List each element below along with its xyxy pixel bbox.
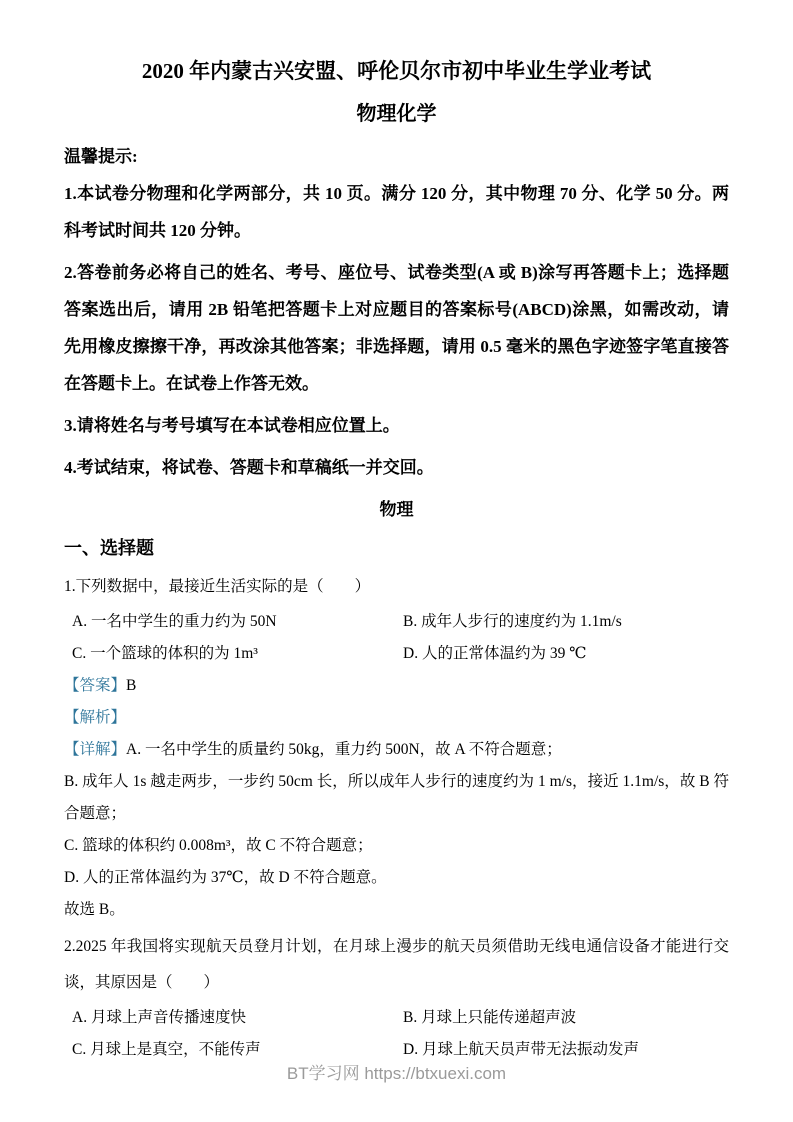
detail-text-a: A. 一名中学生的质量约 50kg，重力约 500N，故 A 不符合题意； [126,741,562,758]
analysis-line [64,702,729,734]
detail-label: 【详解】 [64,741,127,758]
notice-item-1: 1.本试卷分物理和化学两部分，共 10 页。满分 120 分，其中物理 70 分、化学 50 分。两科考试时间共 120 分钟。 [64,184,729,240]
question-2-option-a: A. 月球上声音传播速度快 [72,1009,246,1026]
detail-line-a [64,734,729,766]
page-subtitle: 物理化学 [356,103,437,125]
watermark-credit: BT学习网 https://btxuexi.com [286,1064,507,1083]
section-heading: 一、选择题 [64,538,154,558]
question-2-options [64,1002,729,1066]
analysis-label: 【解析】 [64,709,127,726]
question-1-option-c: C. 一个篮球的体积的为 1m³ [72,645,258,662]
notice-item-4: 4.考试结束，将试卷、答题卡和草稿纸一并交回。 [64,458,434,477]
detail-line-b: B. 成年人 1s 越走两步，一步约 50cm 长，所以成年人步行的速度约为 1 m/s，接近 1.1m/s，故 B 符合题意； [64,773,729,822]
question-1-stem: 1.下列数据中，最接近生活实际的是（ ） [64,578,371,595]
question-1-option-a: A. 一名中学生的重力约为 50N [72,613,277,630]
answer-label: 【答案】 [64,677,127,694]
answer-line [64,670,729,702]
subject-heading: 物理 [379,500,414,519]
notice-item-2: 2.答卷前务必将自己的姓名、考号、座位号、试卷类型(A 或 B)涂写再答题卡上；选择题答案选出后，请用 2B 铅笔把答题卡上对应题目的答案标号(ABCD)涂黑，如需改动，请先用橡皮擦擦干净，再改涂其他答案；非选择题，请用 0.5 毫米的黑色字迹签字笔直接答在答题卡上。在试卷上作答无效。 [64,263,729,393]
detail-conclusion: 故选 B。 [64,901,125,918]
detail-line-d: D. 人的正常体温约为 37℃，故 D 不符合题意。 [64,869,387,886]
detail-line-c: C. 篮球的体积约 0.008m³，故 C 不符合题意； [64,837,373,854]
question-2-option-b: B. 月球上只能传递超声波 [403,1009,577,1026]
notice-item-3: 3.请将姓名与考号填写在本试卷相应位置上。 [64,416,400,435]
question-1 [64,569,729,926]
question-2-option-d: D. 月球上航天员声带无法振动发声 [403,1041,639,1058]
page-title: 2020 年内蒙古兴安盟、呼伦贝尔市初中毕业生学业考试 [141,59,652,83]
notice-heading: 温馨提示: [64,147,138,166]
question-2-stem: 2.2025 年我国将实现航天员登月计划，在月球上漫步的航天员须借助无线电通信设备才能进行交谈，其原因是（ ） [64,938,729,991]
question-1-option-b: B. 成年人步行的速度约为 1.1m/s [403,613,622,630]
answer-value: B [126,677,137,694]
question-2 [64,929,729,1066]
question-1-options [64,606,729,670]
question-2-option-c: C. 月球上是真空，不能传声 [72,1041,261,1058]
question-1-option-d: D. 人的正常体温约为 39 ℃ [403,645,587,662]
